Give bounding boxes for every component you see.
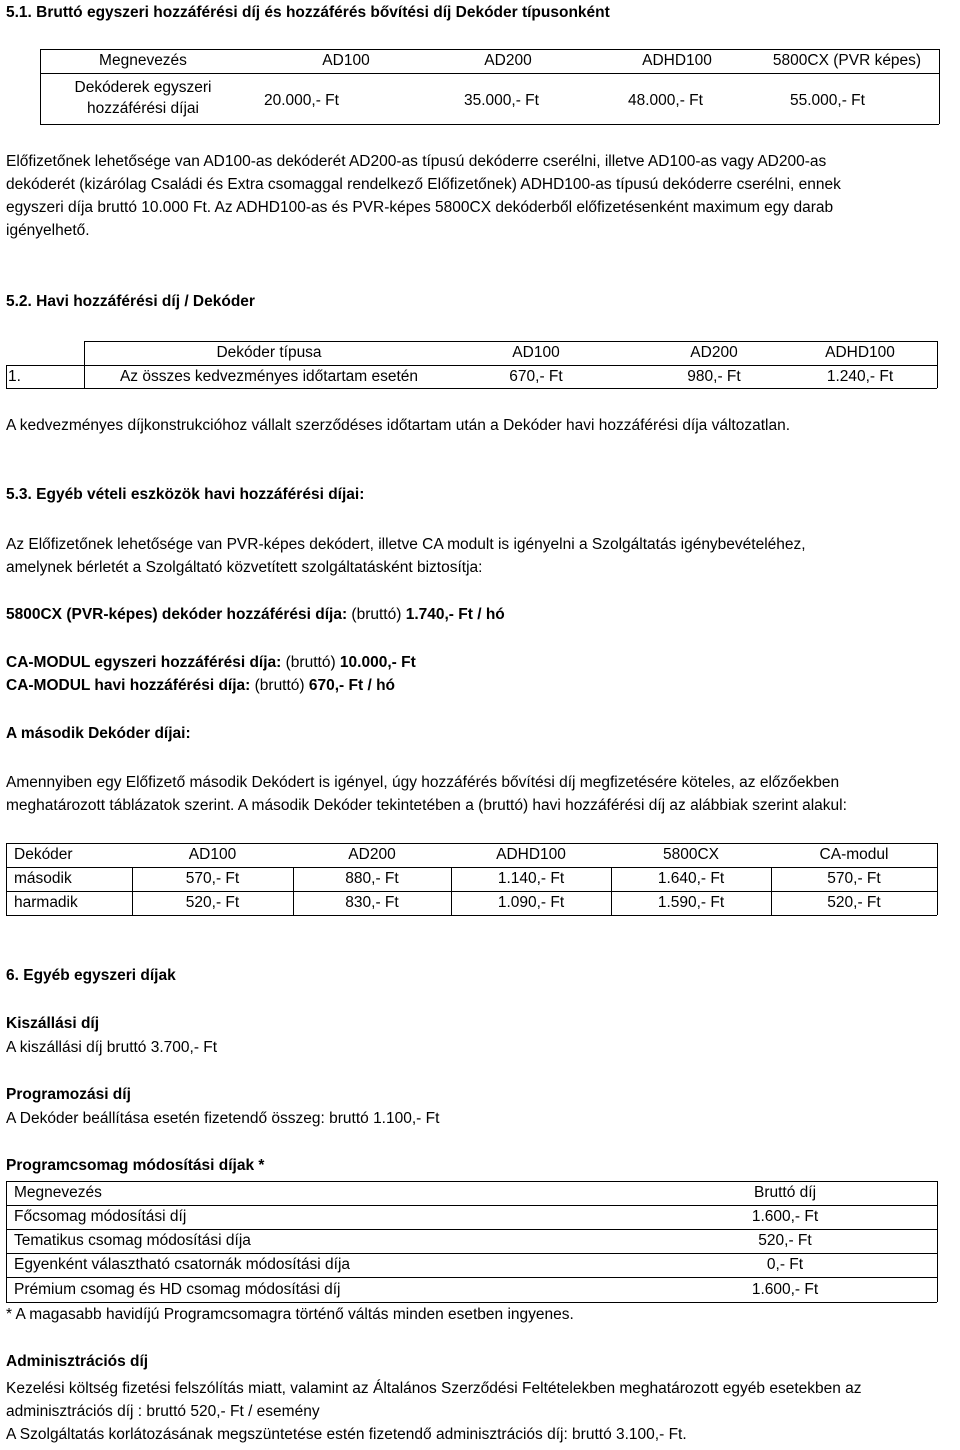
row-label: Dekóderek egyszeri hozzáférési díjai [74,79,212,117]
table-header: CA-modul [819,846,889,863]
table-cell: 1.640,- Ft [657,870,725,887]
table-cell: 35.000,- Ft [464,92,539,109]
table-cell: 48.000,- Ft [628,92,703,109]
second-decoder-heading: A második Dekóder díjai: [6,725,191,742]
table-header: Dekóder típusa [216,344,322,361]
table-cell: 55.000,- Ft [790,92,865,109]
table-cell: 520,- Ft [827,894,881,911]
table-header: ADHD100 [642,52,712,69]
table-cell: 1.600,- Ft [751,1208,819,1225]
table-header: AD200 [484,52,532,69]
table-header: Megnevezés [99,52,187,69]
table-cell: 880,- Ft [345,870,399,887]
table-header: AD100 [322,52,370,69]
table-header: Megnevezés [14,1184,102,1201]
table-cell: harmadik [14,894,78,911]
table-cell: 20.000,- Ft [264,92,339,109]
table-header: ADHD100 [496,846,566,863]
table-cell: 0,- Ft [766,1256,804,1273]
table-cell: 1.590,- Ft [657,894,725,911]
delivery-fee-title: Kiszállási díj [6,1015,100,1032]
table-cell: 1.090,- Ft [497,894,565,911]
row-label: Az összes kedvezményes időtartam esetén [119,368,419,385]
table-cell: 1.600,- Ft [751,1281,819,1298]
table-header: AD200 [690,344,738,361]
table-header: ADHD100 [825,344,895,361]
equipment-paragraph: Az Előfizetőnek lehetősége van PVR-képes dekódert, illetve CA modult is igényelni a Szolgáltatás igénybevételéhez, amelynek bérletét a Szolgáltató közvetített szolgáltatásként biztosítja: [6,536,806,576]
table-header: 5800CX [662,846,719,863]
table-header: Bruttó díj [753,1184,817,1201]
fee-ca-module-once: CA-MODUL egyszeri hozzáférési díja: (bruttó) 10.000,- Ft [6,654,416,671]
table-cell: 520,- Ft [758,1232,812,1249]
table-cell: 1.140,- Ft [497,870,565,887]
table-cell: 670,- Ft [509,368,563,385]
section-5-2-heading: 5.2. Havi hozzáférési díj / Dekóder [6,293,255,310]
programming-fee-text: A Dekóder beállítása esetén fizetendő összeg: bruttó 1.100,- Ft [6,1110,440,1127]
table-cell: Prémium csomag és HD csomag módosítási díj [14,1281,341,1298]
package-fee-title: Programcsomag módosítási díjak * [6,1157,265,1174]
admin-fee-title: Adminisztrációs díj [6,1353,149,1370]
discount-note: A kedvezményes díjkonstrukcióhoz vállalt szerződéses időtartam után a Dekóder havi hozzáférési díja változatlan. [6,417,791,434]
upgrade-paragraph: Előfizetőnek lehetősége van AD100-as dekóderét AD200-as típusú dekóderre cserélni, illetve AD100-as vagy AD200-as dekóderét (kizárólag Családi és Extra csomaggal rendelkező Előfizetőnek) ADHD100-as típusú dekóderre cserélni, ennek egyszeri díja bruttó 10.000 Ft. Az ADHD100-as és PVR-képes 5800CX dekóderből előfizetésenként maximum egy darab igényelhető. [6,153,841,239]
table-cell: 1.240,- Ft [826,368,894,385]
table-header: Dekóder [14,846,73,863]
table-cell: 830,- Ft [345,894,399,911]
table-header: AD200 [348,846,396,863]
table-cell: második [14,870,72,887]
section-5-1-heading: 5.1. Bruttó egyszeri hozzáférési díj és hozzáférés bővítési díj Dekóder típusonként [6,4,610,21]
section-5-3-heading: 5.3. Egyéb vételi eszközök havi hozzáférési díjai: [6,486,365,503]
second-decoder-paragraph: Amennyiben egy Előfizető második Dekódert is igényel, úgy hozzáférés bővítési díj megfizetésére köteles, az előzőekben meghatározott táblázatok szerint. A második Dekóder tekintetében a (bruttó) havi hozzáférési díj az alábbiak szerint alakul: [6,774,847,814]
fee-5800cx: 5800CX (PVR-képes) dekóder hozzáférési díja: (bruttó) 1.740,- Ft / hó [6,606,505,623]
table-cell: Főcsomag módosítási díj [14,1208,187,1225]
section-6-heading: 6. Egyéb egyszeri díjak [6,967,176,984]
table-cell: 570,- Ft [185,870,240,887]
row-number: 1. [8,368,21,385]
programming-fee-title: Programozási díj [6,1086,131,1103]
table-header: 5800CX (PVR képes) [772,52,922,69]
delivery-fee-text: A kiszállási díj bruttó 3.700,- Ft [6,1039,218,1056]
table-cell: Tematikus csomag módosítási díja [14,1232,251,1249]
table-header: AD100 [188,846,237,863]
admin-fee-text: Kezelési költség fizetési felszólítás miatt, valamint az Általános Szerződési Feltételekben meghatározott egyéb esetekben az adminisztrációs díj : bruttó 520,- Ft / esemény A Szolgáltatás korlátozásának megszüntetése estén fizetendő adminisztrációs díj: bruttó 3.100,- Ft. [6,1380,862,1443]
table-cell: 980,- Ft [687,368,741,385]
table-cell: 570,- Ft [827,870,881,887]
package-footnote: * A magasabb havidíjú Programcsomagra történő váltás minden esetben ingyenes. [6,1306,574,1323]
table-cell: Egyenként választható csatornák módosítási díja [14,1256,351,1273]
table-header: AD100 [512,344,560,361]
table-cell: 520,- Ft [185,894,240,911]
fee-ca-module-monthly: CA-MODUL havi hozzáférési díja: (bruttó) 670,- Ft / hó [6,677,396,694]
